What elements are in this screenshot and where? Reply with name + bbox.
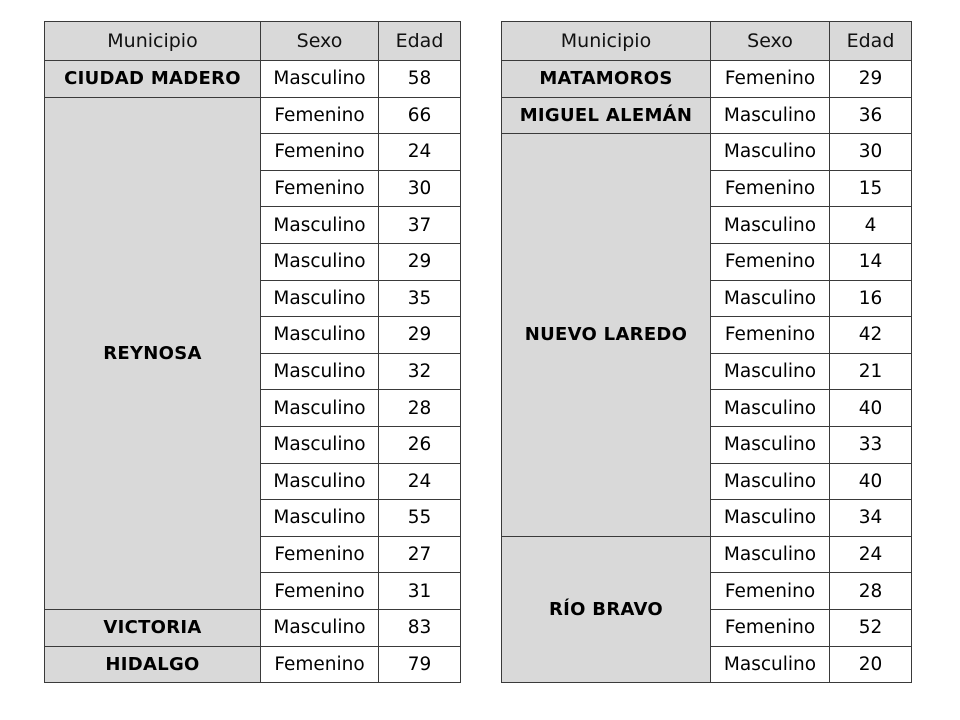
edad-cell: 33 (830, 426, 912, 463)
edad-cell: 58 (379, 61, 461, 98)
municipio-cell: MATAMOROS (502, 61, 711, 98)
table-row (502, 97, 912, 134)
header-municipio: Municipio (502, 22, 711, 61)
edad-cell: 32 (379, 353, 461, 390)
sexo-cell: Femenino (711, 170, 830, 207)
table-row (45, 97, 461, 134)
header-sexo: Sexo (261, 22, 379, 61)
municipio-cell: RÍO BRAVO (502, 536, 711, 682)
table-row (502, 134, 912, 171)
municipio-cell: MIGUEL ALEMÁN (502, 97, 711, 134)
edad-cell: 37 (379, 207, 461, 244)
edad-cell: 28 (379, 390, 461, 427)
sexo-cell: Femenino (711, 573, 830, 610)
header-municipio: Municipio (45, 22, 261, 61)
sexo-cell: Masculino (711, 134, 830, 171)
edad-cell: 27 (379, 536, 461, 573)
sexo-cell: Masculino (711, 500, 830, 537)
municipio-cell: NUEVO LAREDO (502, 134, 711, 537)
right-table-body (502, 61, 912, 683)
edad-cell: 40 (830, 390, 912, 427)
edad-cell: 36 (830, 97, 912, 134)
sexo-cell: Femenino (711, 243, 830, 280)
edad-cell: 83 (379, 609, 461, 646)
edad-cell: 31 (379, 573, 461, 610)
sexo-cell: Femenino (261, 573, 379, 610)
table-row (45, 646, 461, 683)
table-row (45, 61, 461, 98)
sexo-cell: Femenino (261, 646, 379, 683)
header-row (45, 22, 461, 61)
sexo-cell: Femenino (711, 61, 830, 98)
left-table-body (45, 61, 461, 683)
edad-cell: 66 (379, 97, 461, 134)
sexo-cell: Masculino (711, 426, 830, 463)
sexo-cell: Masculino (711, 390, 830, 427)
municipio-cell: REYNOSA (45, 97, 261, 609)
edad-cell: 40 (830, 463, 912, 500)
table-row (502, 61, 912, 98)
edad-cell: 29 (830, 61, 912, 98)
sexo-cell: Masculino (261, 609, 379, 646)
sexo-cell: Masculino (261, 390, 379, 427)
sexo-cell: Masculino (261, 280, 379, 317)
edad-cell: 79 (379, 646, 461, 683)
edad-cell: 34 (830, 500, 912, 537)
sexo-cell: Femenino (261, 536, 379, 573)
left-table (44, 21, 461, 683)
header-edad: Edad (379, 22, 461, 61)
edad-cell: 29 (379, 317, 461, 354)
sexo-cell: Masculino (711, 280, 830, 317)
municipio-cell: CIUDAD MADERO (45, 61, 261, 98)
sexo-cell: Femenino (261, 170, 379, 207)
edad-cell: 42 (830, 317, 912, 354)
sexo-cell: Masculino (261, 61, 379, 98)
header-sexo: Sexo (711, 22, 830, 61)
edad-cell: 26 (379, 426, 461, 463)
sexo-cell: Femenino (711, 317, 830, 354)
edad-cell: 29 (379, 243, 461, 280)
edad-cell: 16 (830, 280, 912, 317)
header-edad: Edad (830, 22, 912, 61)
right-table (501, 21, 912, 683)
edad-cell: 30 (830, 134, 912, 171)
sexo-cell: Masculino (261, 463, 379, 500)
edad-cell: 14 (830, 243, 912, 280)
header-row (502, 22, 912, 61)
sexo-cell: Masculino (711, 353, 830, 390)
sexo-cell: Masculino (261, 500, 379, 537)
table-row (45, 609, 461, 646)
edad-cell: 52 (830, 609, 912, 646)
sexo-cell: Femenino (261, 97, 379, 134)
sexo-cell: Femenino (711, 609, 830, 646)
sexo-cell: Masculino (711, 536, 830, 573)
edad-cell: 20 (830, 646, 912, 683)
edad-cell: 28 (830, 573, 912, 610)
sexo-cell: Masculino (711, 97, 830, 134)
edad-cell: 24 (379, 134, 461, 171)
sexo-cell: Masculino (261, 243, 379, 280)
sexo-cell: Masculino (261, 426, 379, 463)
sexo-cell: Masculino (711, 646, 830, 683)
edad-cell: 21 (830, 353, 912, 390)
table-row (502, 536, 912, 573)
sexo-cell: Masculino (711, 463, 830, 500)
edad-cell: 24 (379, 463, 461, 500)
sexo-cell: Femenino (261, 134, 379, 171)
edad-cell: 24 (830, 536, 912, 573)
sexo-cell: Masculino (711, 207, 830, 244)
municipio-cell: HIDALGO (45, 646, 261, 683)
edad-cell: 4 (830, 207, 912, 244)
sexo-cell: Masculino (261, 317, 379, 354)
sexo-cell: Masculino (261, 353, 379, 390)
edad-cell: 55 (379, 500, 461, 537)
municipio-cell: VICTORIA (45, 609, 261, 646)
edad-cell: 15 (830, 170, 912, 207)
edad-cell: 35 (379, 280, 461, 317)
edad-cell: 30 (379, 170, 461, 207)
sexo-cell: Masculino (261, 207, 379, 244)
